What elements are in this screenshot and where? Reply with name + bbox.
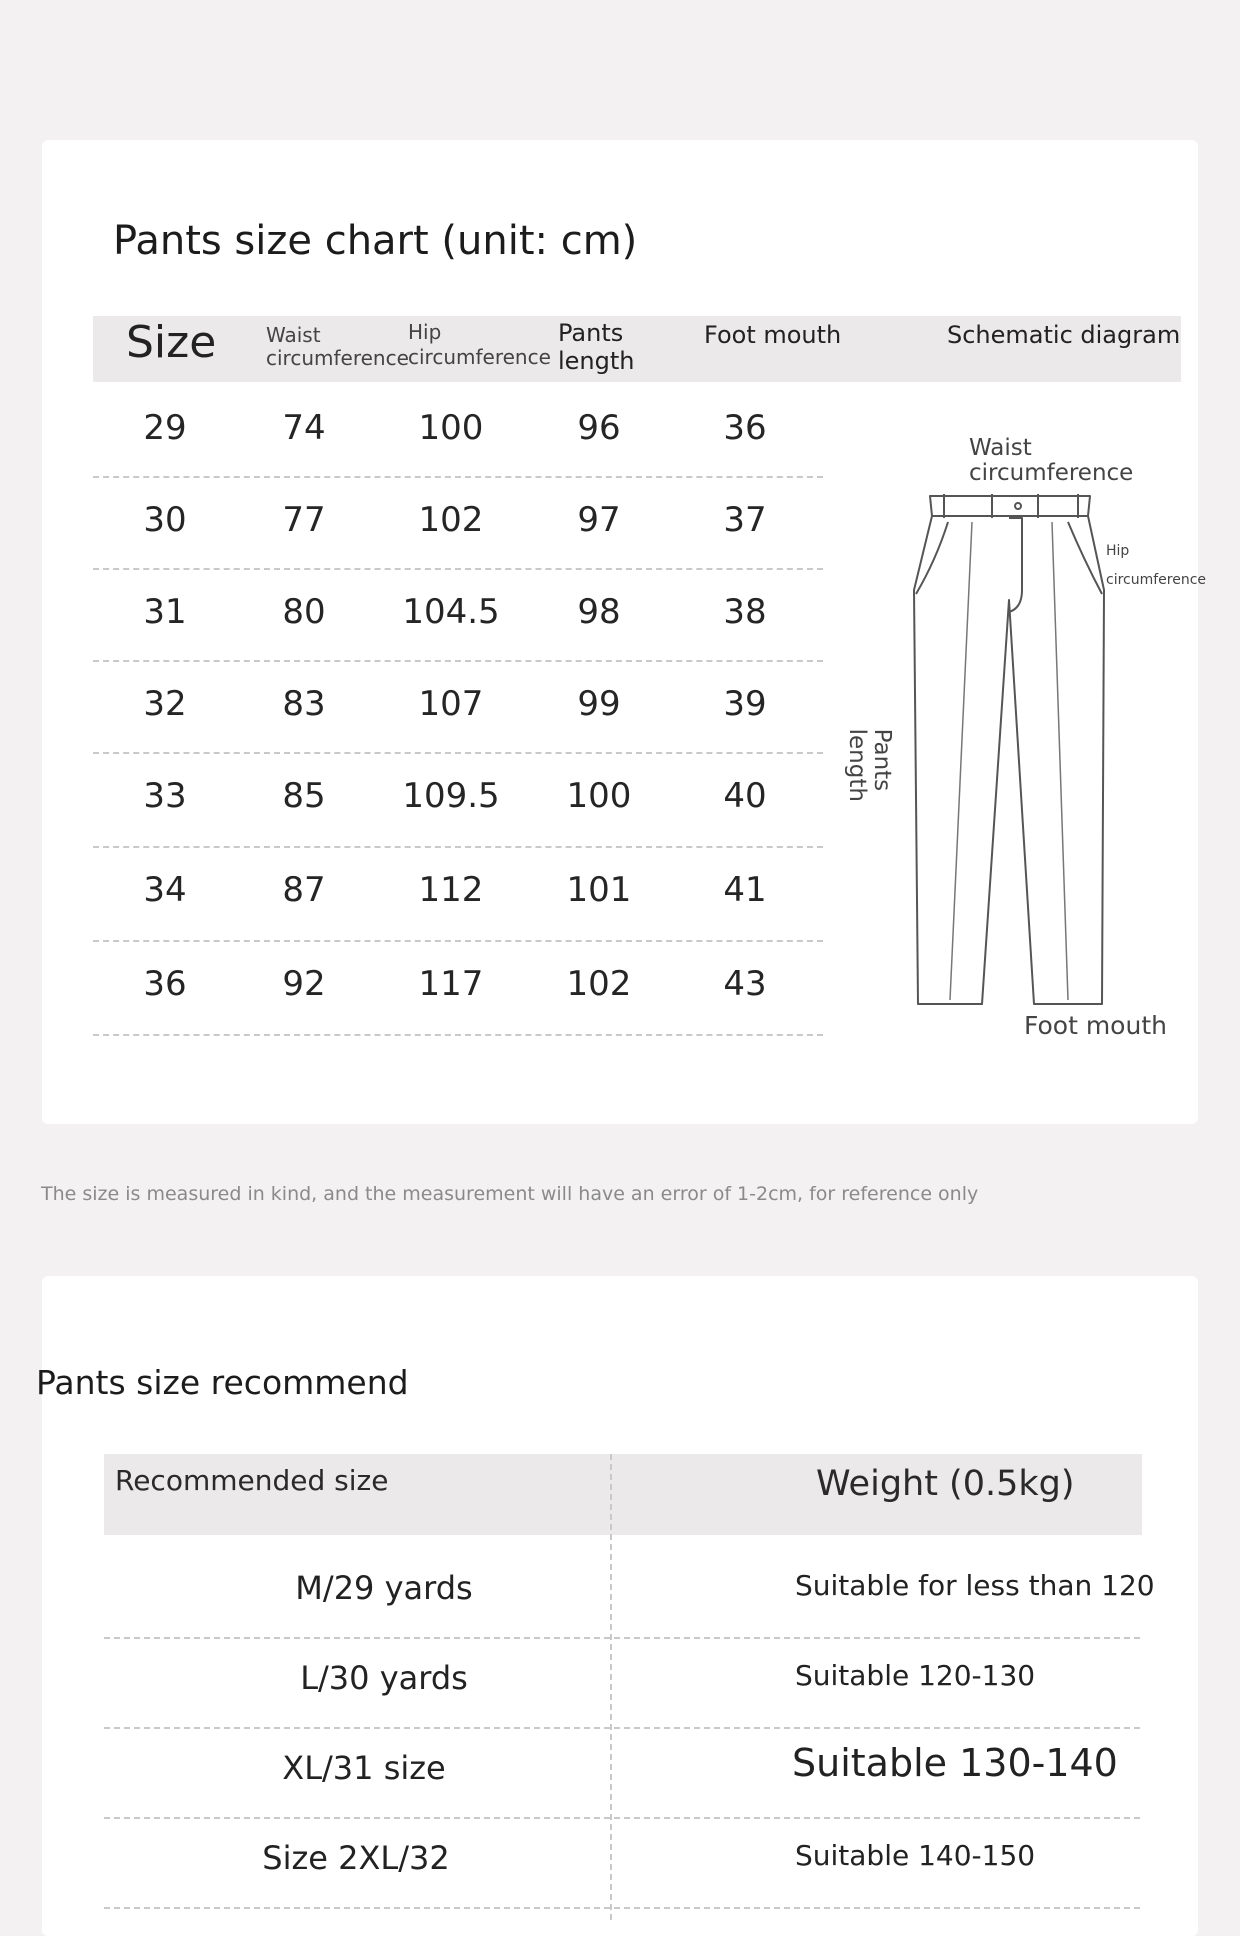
cell-hip: 104.5 — [402, 592, 500, 632]
pants-outline — [914, 494, 1104, 1004]
cell-length: 96 — [577, 408, 621, 448]
diagram-label-foot-mouth: Foot mouth — [1024, 1011, 1167, 1040]
measurement-note: The size is measured in kind, and the measurement will have an error of 1-2cm, for reference only — [41, 1183, 979, 1205]
cell-length: 98 — [577, 592, 621, 632]
header-foot-mouth: Foot mouth — [704, 321, 842, 349]
cell-hip: 107 — [418, 684, 484, 724]
cell-length: 99 — [577, 684, 621, 724]
recommend-weight: Suitable 130-140 — [792, 1741, 1118, 1785]
table-row — [93, 384, 823, 478]
cell-waist: 87 — [282, 870, 326, 910]
cell-waist: 74 — [282, 408, 326, 448]
header-weight: Weight (0.5kg) — [816, 1464, 1075, 1504]
cell-foot: 38 — [723, 592, 767, 632]
header-hip: Hip circumference — [408, 320, 551, 369]
recommend-weight: Suitable 120-130 — [795, 1659, 1036, 1692]
size-chart-title: Pants size chart (unit: cm) — [113, 218, 638, 264]
recommend-size: Size 2XL/32 — [262, 1839, 450, 1877]
cell-hip: 100 — [418, 408, 484, 448]
cell-hip: 117 — [418, 964, 484, 1004]
cell-foot: 40 — [723, 776, 767, 816]
cell-waist: 92 — [282, 964, 326, 1004]
cell-waist: 83 — [282, 684, 326, 724]
list-item — [104, 1727, 1140, 1819]
header-size: Size — [126, 317, 217, 368]
cell-length: 101 — [566, 870, 632, 910]
table-row — [93, 568, 823, 662]
list-item — [104, 1547, 1155, 1639]
recommend-weight: Suitable 140-150 — [795, 1839, 1036, 1872]
pants-diagram-illustration — [852, 430, 1212, 1050]
cell-size: 29 — [143, 408, 187, 448]
cell-size: 36 — [143, 964, 187, 1004]
cell-waist: 77 — [282, 500, 326, 540]
table-row — [93, 476, 823, 570]
table-row — [93, 940, 823, 1036]
cell-hip: 102 — [418, 500, 484, 540]
cell-waist: 85 — [282, 776, 326, 816]
header-pants-length: Pants length — [558, 319, 635, 375]
header-schematic-diagram: Schematic diagram — [947, 321, 1181, 349]
cell-foot: 43 — [723, 964, 767, 1004]
cell-length: 102 — [566, 964, 632, 1004]
cell-hip: 109.5 — [402, 776, 500, 816]
recommend-size: L/30 yards — [300, 1659, 468, 1697]
cell-length: 100 — [566, 776, 632, 816]
diagram-label-waist: Waist circumference — [969, 435, 1134, 487]
cell-size: 34 — [143, 870, 187, 910]
cell-foot: 37 — [723, 500, 767, 540]
header-waist: Waist circumference — [266, 323, 409, 370]
table-row — [93, 660, 823, 754]
cell-foot: 39 — [723, 684, 767, 724]
list-item — [104, 1817, 1140, 1909]
diagram-label-hip: Hip circumference — [1106, 543, 1207, 589]
table-row — [93, 752, 823, 848]
cell-length: 97 — [577, 500, 621, 540]
list-item — [104, 1637, 1140, 1729]
recommend-weight: Suitable for less than 120 — [795, 1569, 1155, 1602]
cell-size: 32 — [143, 684, 187, 724]
cell-hip: 112 — [418, 870, 484, 910]
cell-size: 31 — [143, 592, 187, 632]
cell-size: 30 — [143, 500, 187, 540]
diagram-label-pants-length: Pants length — [843, 728, 895, 802]
recommend-column-divider — [610, 1454, 612, 1920]
cell-waist: 80 — [282, 592, 326, 632]
header-recommended-size: Recommended size — [115, 1464, 389, 1497]
table-row — [93, 846, 823, 942]
size-recommend-title: Pants size recommend — [36, 1363, 409, 1402]
recommend-size: XL/31 size — [282, 1749, 446, 1787]
cell-foot: 41 — [723, 870, 767, 910]
cell-foot: 36 — [723, 408, 767, 448]
cell-size: 33 — [143, 776, 187, 816]
recommend-size: M/29 yards — [295, 1569, 473, 1607]
